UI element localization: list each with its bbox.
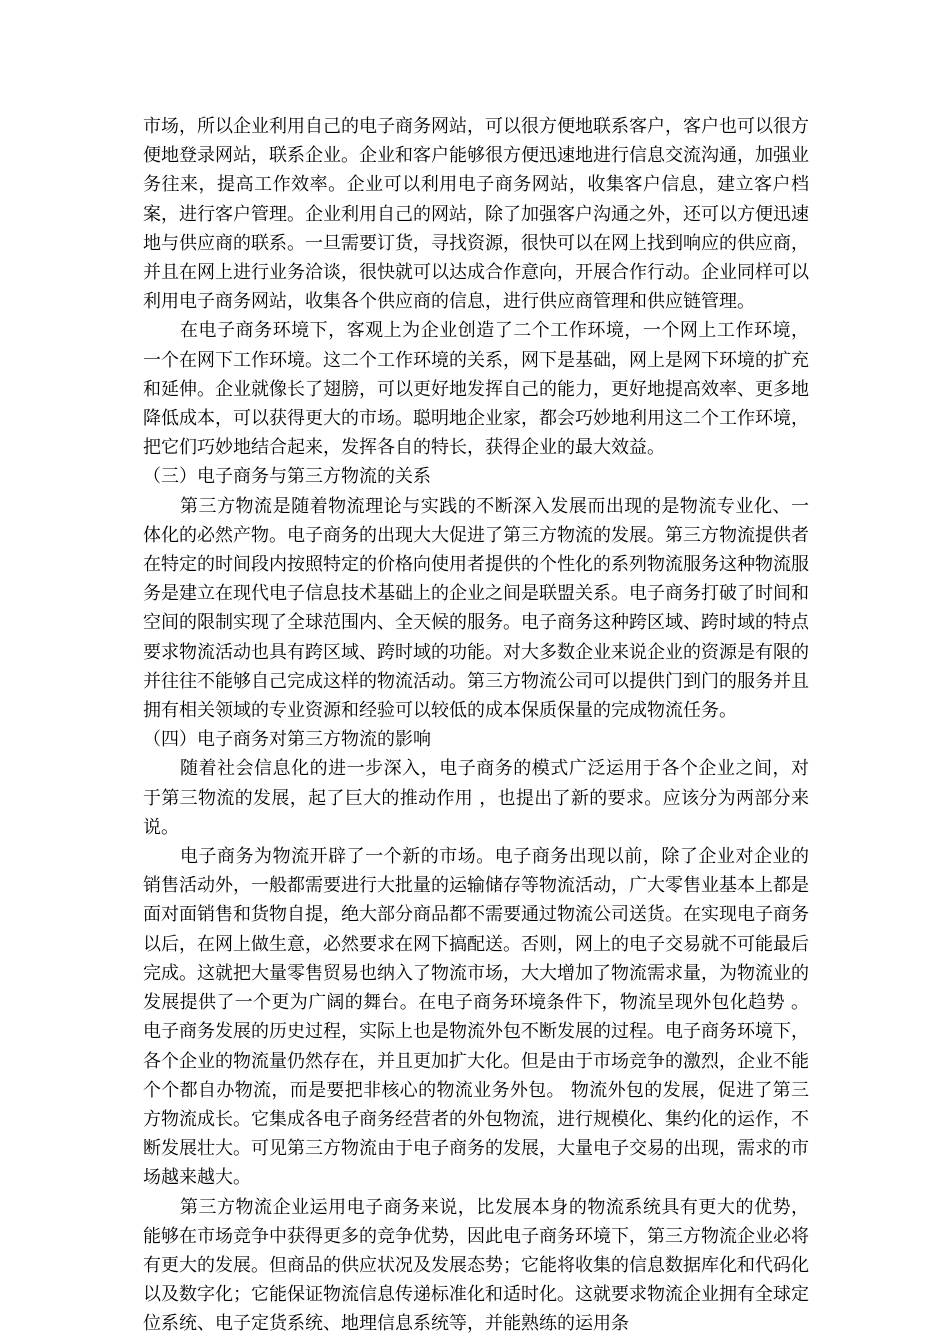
body-paragraph: 在电子商务环境下，客观上为企业创造了二个工作环境，一个网上工作环境，一个在网下工作环境。这二个工作环境的关系，网下是基础，网上是网下环境的扩充和延伸。企业就像长了翅膀，可以更好地发挥自己的能力，更好地提高效率、更多地降低成本，可以获得更大的市场。聪明地企业家，都会巧妙地利用这二个工作环境，把它们巧妙地结合起来，发挥各自的特长，获得企业的最大效益。 bbox=[143, 320, 809, 459]
section-heading: （四）电子商务对第三方物流的影响 bbox=[143, 729, 431, 751]
document-page bbox=[143, 112, 809, 1339]
body-paragraph: 随着社会信息化的进一步深入，电子商务的模式广泛运用于各个企业之间，对于第三物流的发展，起了巨大的推动作用 ，也提出了新的要求。应该分为两部分来说。 bbox=[143, 758, 809, 838]
section-heading: （三）电子商务与第三方物流的关系 bbox=[143, 466, 431, 488]
body-paragraph: 第三方物流是随着物流理论与实践的不断深入发展而出现的是物流专业化、一体化的必然产物。电子商务的出现大大促进了第三方物流的发展。第三方物流提供者在特定的时间段内按照特定的价格向使用者提供的个性化的系列物流服务这种物流服务是建立在现代电子信息技术基础上的企业之间是联盟关系。电子商务打破了时间和空间的限制实现了全球范围内、全天候的服务。电子商务这种跨区域、跨时域的特点要求物流活动也具有跨区域、跨时域的功能。对大多数企业来说企业的资源是有限的并往往不能够自己完成这样的物流活动。第三方物流公司可以提供门到门的服务并且拥有相关领域的专业资源和经验可以较低的成本保质保量的完成物流任务。 bbox=[143, 495, 809, 722]
body-paragraph: 电子商务为物流开辟了一个新的市场。电子商务出现以前，除了企业对企业的销售活动外，一般都需要进行大批量的运输储存等物流活动，广大零售业基本上都是面对面销售和货物自提，绝大部分商品都不需要通过物流公司送货。在实现电子商务以后，在网上做生意，必然要求在网下搞配送。否则，网上的电子交易就不可能最后完成。这就把大量零售贸易也纳入了物流市场，大大增加了物流需求量，为物流业的发展提供了一个更为广阔的舞台。在电子商务环境条件下，物流呈现外包化趋势 。电子商务发展的历史过程，实际上也是物流外包不断发展的过程。电子商务环境下，各个企业的物流量仍然存在，并且更加扩大化。但是由于市场竞争的激烈，企业不能个个都自办物流，而是要把非核心的物流业务外包。 物流外包的发展，促进了第三方物流成长。它集成各电子商务经营者的外包物流，进行规模化、集约化的运作，不断发展壮大。可见第三方物流由于电子商务的发展，大量电子交易的出现，需求的市场越来越大。 bbox=[143, 846, 809, 1189]
body-paragraph: 第三方物流企业运用电子商务来说，比发展本身的物流系统具有更大的优势，能够在市场竞争中获得更多的竞争优势，因此电子商务环境下，第三方物流企业必将有更大的发展。但商品的供应状况及发展态势；它能将收集的信息数据库化和代码化以及数字化；它能保证物流信息传递标准化和适时化。这就要求物流企业拥有全球定位系统、电子定货系统、地理信息系统等，并能熟练的运用条 bbox=[143, 1196, 809, 1335]
body-paragraph: 市场，所以企业利用自己的电子商务网站，可以很方便地联系客户，客户也可以很方便地登录网站，联系企业。企业和客户能够很方便迅速地进行信息交流沟通，加强业务往来，提高工作效率。企业可以利用电子商务网站，收集客户信息，建立客户档案，进行客户管理。企业利用自己的网站，除了加强客户沟通之外，还可以方便迅速地与供应商的联系。一旦需要订货，寻找资源，很快可以在网上找到响应的供应商，并且在网上进行业务洽谈，很快就可以达成合作意向，开展合作行动。企业同样可以利用电子商务网站，收集各个供应商的信息，进行供应商管理和供应链管理。 bbox=[143, 116, 809, 313]
